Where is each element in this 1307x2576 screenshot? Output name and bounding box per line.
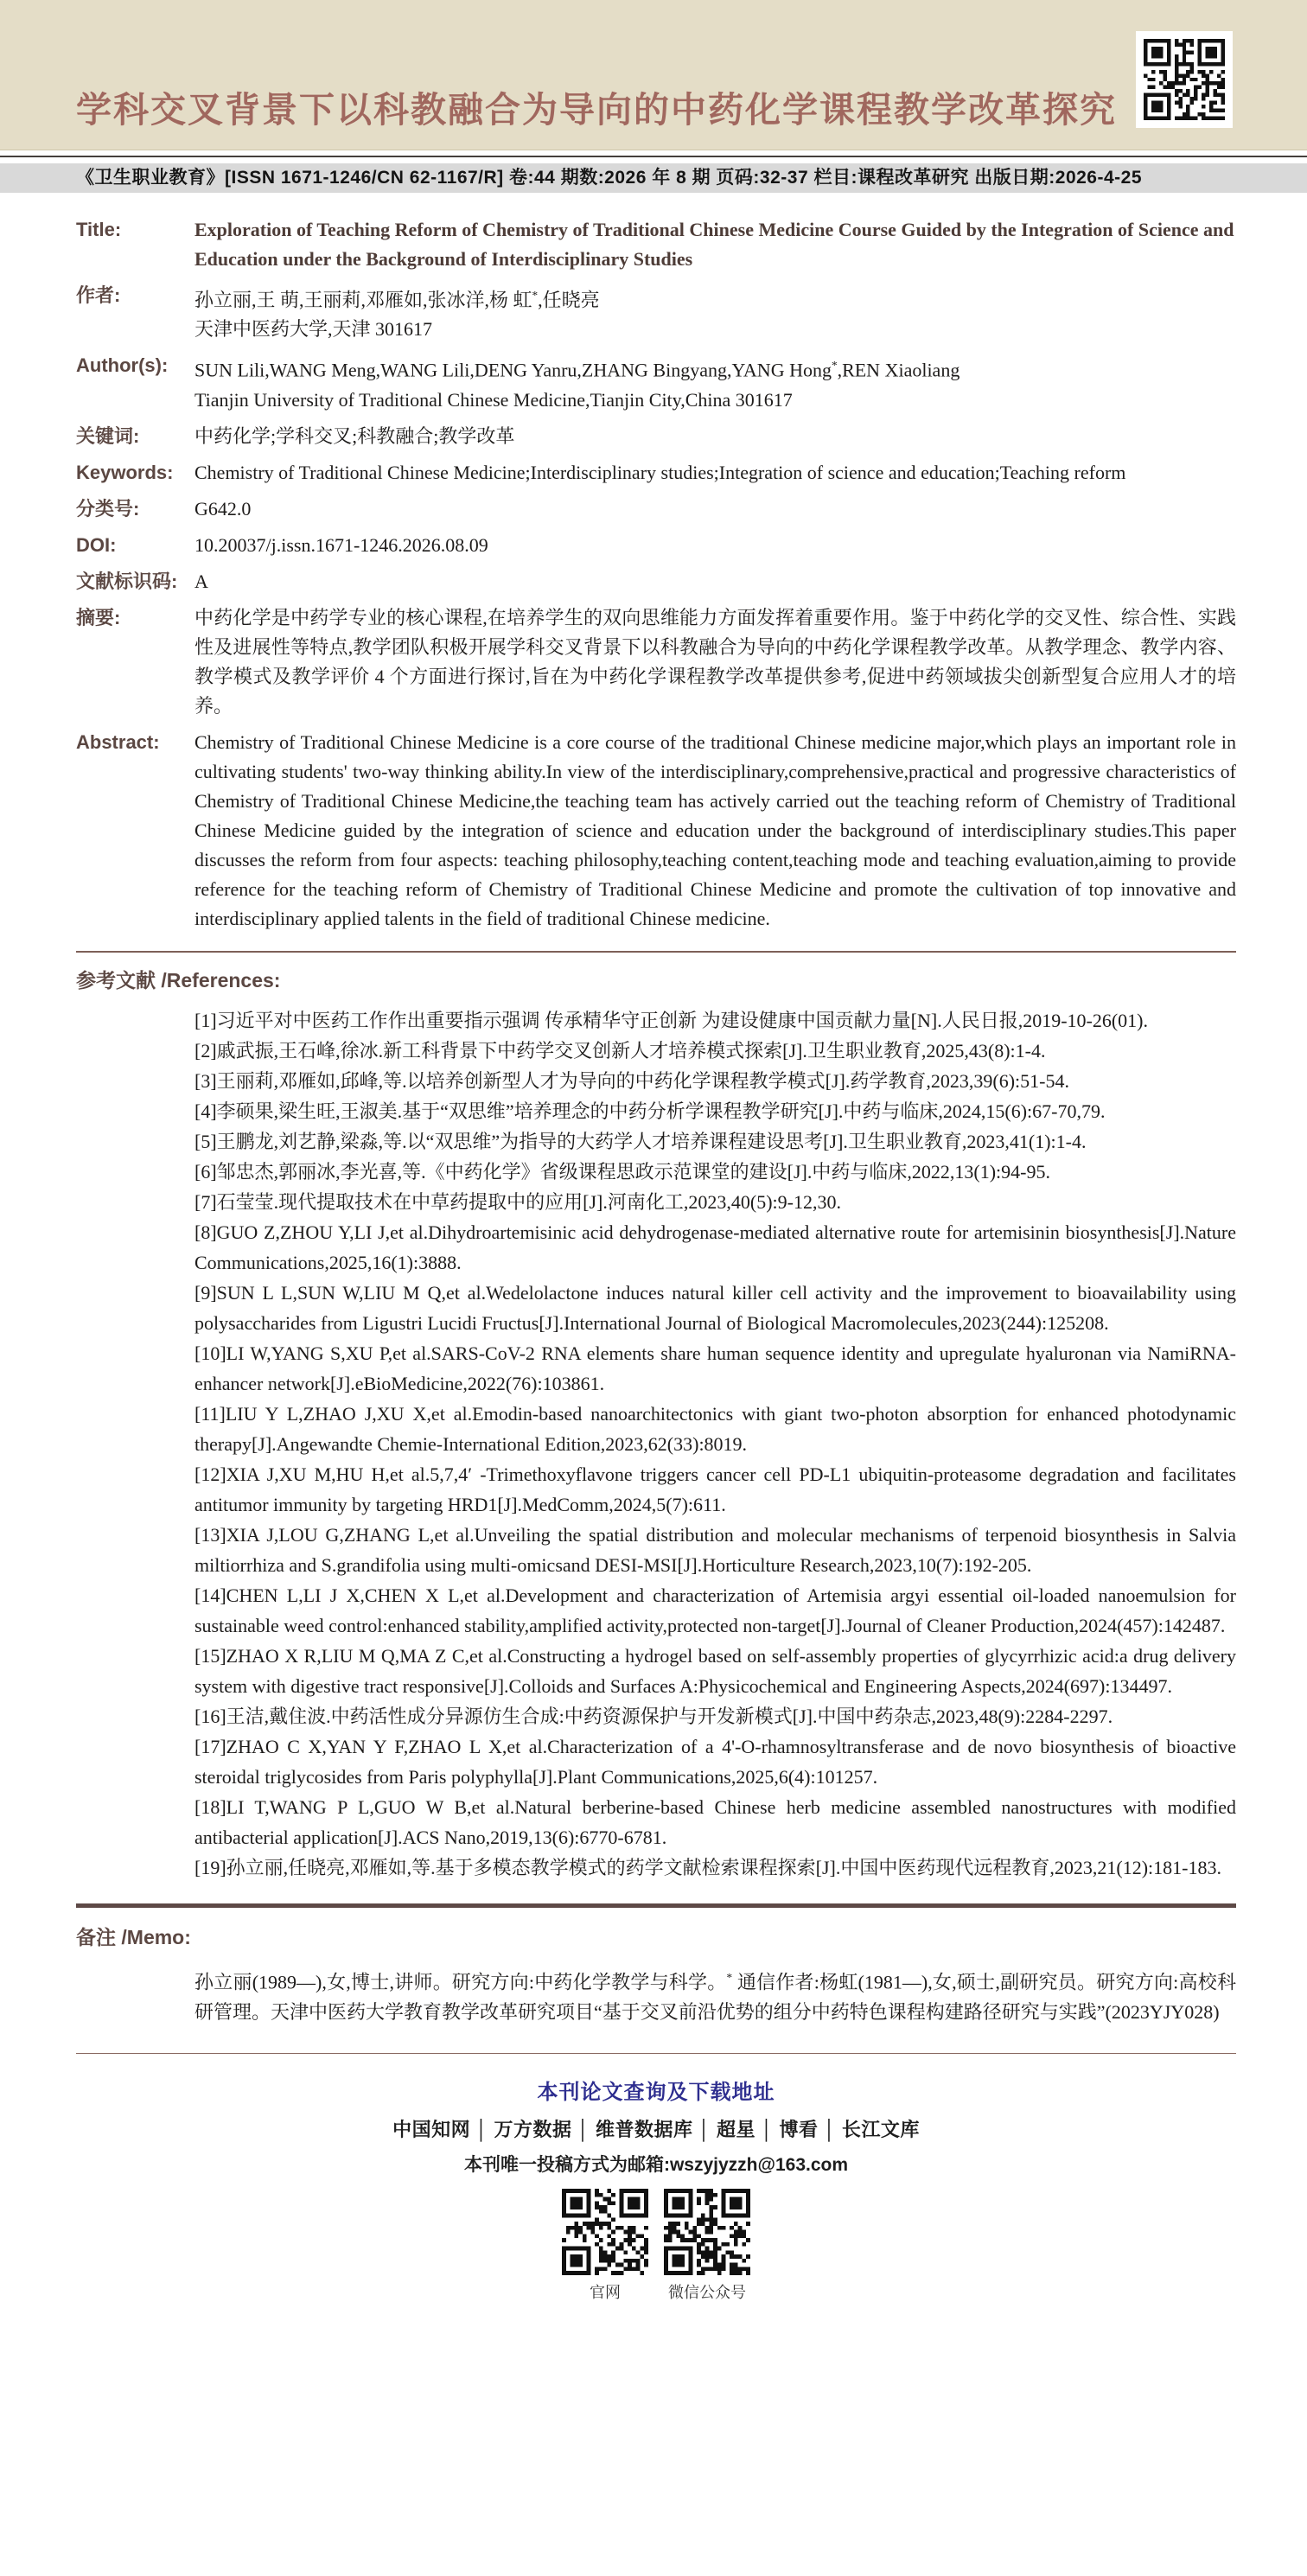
field-label: DOI: — [76, 533, 117, 556]
field-value-line: Chemistry of Traditional Chinese Medicine;Interdisciplinary studies;Integration of science and education;Teaching reform — [194, 461, 1126, 483]
field-row — [76, 494, 1236, 524]
qr-label-wechat: 微信公众号 — [668, 2283, 746, 2301]
official-site-qr — [562, 2189, 648, 2303]
reference-item: [18]LI T,WANG P L,GUO W B,et al.Natural berberine-based Chinese herb medicine assembled nanostructures with modified antibacterial application[J].ACS Nano,2019,13(6):6770-6781. — [194, 1795, 1236, 1848]
field-label: Abstract: — [76, 730, 160, 753]
reference-item: [8]GUO Z,ZHOU Y,LI J,et al.Dihydroartemisinic acid dehydrogenase-mediated alternative route for artemisinin biosynthesis[J].Nature Communications,2025,16(1):3888. — [194, 1221, 1236, 1273]
article-title-cn: 学科交叉背景下以科教融合为导向的中药化学课程教学改革探究 — [76, 90, 1117, 130]
field-value-line: 天津中医药大学,天津 301617 — [194, 318, 433, 341]
field-row — [76, 531, 1236, 560]
field-value-line: 中药化学是中药学专业的核心课程,在培养学生的双向思维能力方面发挥着重要作用。鉴于中药化学的交叉性、综合性、实践性及进展性等特点,教学团队积极开展学科交叉背景下以科教融合为导向的中药化学课程教学改革。从教学理念、教学内容、教学模式及教学评价 4 个方面进行探讨,旨在为中药化学课程教学改革提供参考,促进中药领域拔尖创新型复合应用人才的培养。 — [194, 606, 1236, 717]
reference-item: [7]石莹莹.现代提取技术在中草药提取中的应用[J].河南化工,2023,40(5):9-12,30. — [194, 1190, 841, 1213]
field-row — [76, 351, 1236, 414]
field-value — [194, 728, 1236, 934]
reference-item: [19]孙立丽,任晓亮,邓雁如,等.基于多模态教学模式的药学文献检索课程探索[J].中国中医药现代远程教育,2023,21(12):181-183. — [194, 1856, 1221, 1878]
header-separator — [0, 150, 1307, 163]
reference-item: [6]邹忠杰,郭丽冰,李光喜,等.《中药化学》省级课程思政示范课堂的建设[J].中药与临床,2022,13(1):94-95. — [194, 1160, 1050, 1183]
field-label: 摘要: — [76, 606, 121, 628]
field-label: 作者: — [76, 284, 121, 306]
field-row — [76, 458, 1236, 488]
download-address-title: 本刊论文查询及下载地址 — [537, 2080, 775, 2104]
memo-heading: 备注 /Memo: — [76, 1925, 191, 1948]
reference-item: [16]王洁,戴住波.中药活性成分异源仿生合成:中药资源保护与开发新模式[J].中国中药杂志,2023,48(9):2284-2297. — [194, 1705, 1113, 1727]
field-value-line: 中药化学;学科交叉;科教融合;教学改革 — [194, 424, 515, 447]
field-value-line: A — [194, 570, 208, 592]
reference-item: [9]SUN L L,SUN W,LIU M Q,et al.Wedelolactone induces natural killer cell activity and the improvement to bioavailability using polysaccharides from Ligustri Lucidi Fructus[J].International Journal of Biological Macromolecules,2023(244):125208. — [194, 1281, 1236, 1334]
database-sites: 中国知网 │ 万方数据 │ 维普数据库 │ 超星 │ 博看 │ 长江文库 — [392, 2118, 920, 2140]
field-label: Author(s): — [76, 354, 169, 377]
field-value — [194, 351, 1236, 414]
reference-item: [10]LI W,YANG S,XU P,et al.SARS-CoV-2 RNA elements share human sequence identity and upregulate hyaluronan via NamiRNA-enhancer network[J].eBioMedicine,2022(76):103861. — [194, 1342, 1236, 1394]
field-row — [76, 281, 1236, 344]
article-metadata — [0, 193, 1307, 2303]
qr-label-official-site: 官网 — [590, 2283, 621, 2301]
field-value-line: SUN Lili,WANG Meng,WANG Lili,DENG Yanru,ZHANG Bingyang,YANG Hong*,REN Xiaoliang — [194, 359, 960, 381]
reference-item: [14]CHEN L,LI J X,CHEN X L,et al.Development and characterization of Artemisia argyi essential oil-loaded nanoemulsion for sustainable weed control:enhanced stability,amplified activity,protected non-target[J].Journal of Cleaner Production,2024(457):142487. — [194, 1584, 1236, 1636]
qr-code-icon — [562, 2189, 648, 2275]
references-heading: 参考文献 /References: — [76, 968, 281, 992]
field-row — [76, 603, 1236, 721]
reference-item: [4]李硕果,梁生旺,王淑美.基于“双思维”培养理念的中药分析学课程教学研究[J].中药与临床,2024,15(6):67-70,79. — [194, 1100, 1106, 1122]
field-row — [76, 215, 1236, 274]
field-row — [76, 728, 1236, 934]
field-value-line: Tianjin University of Traditional Chinese Medicine,Tianjin City,China 301617 — [194, 388, 793, 411]
footer-divider — [76, 2053, 1236, 2054]
field-value — [194, 603, 1236, 721]
article-qr-code — [1136, 31, 1233, 128]
reference-item: [1]习近平对中医药工作作出重要指示强调 传承精华守正创新 为建设健康中国贡献力量[N].人民日报,2019-10-26(01). — [194, 1009, 1149, 1031]
field-value — [194, 281, 1236, 344]
references-divider — [76, 951, 1236, 953]
fields — [76, 215, 1236, 934]
field-value — [194, 531, 1236, 560]
field-label: Keywords: — [76, 461, 174, 483]
reference-item: [5]王鹏龙,刘艺静,梁淼,等.以“双思维”为指导的大药学人才培养课程建设思考[J].卫生职业教育,2023,41(1):1-4. — [194, 1130, 1087, 1152]
reference-item: [11]LIU Y L,ZHAO J,XU X,et al.Emodin-based nanoarchitectonics with giant two-photon absorption for enhanced photodynamic therapy[J].Angewandte Chemie-International Edition,2023,62(33):8019. — [194, 1402, 1236, 1455]
submission-email: 本刊唯一投稿方式为邮箱:wszyjyzzh@163.com — [463, 2154, 849, 2175]
memo-divider — [76, 1903, 1236, 1908]
field-value — [194, 215, 1236, 274]
field-value — [194, 567, 1236, 596]
field-value-line: 10.20037/j.issn.1671-1246.2026.08.09 — [194, 533, 488, 556]
field-value-line: G642.0 — [194, 497, 252, 520]
reference-item: [12]XIA J,XU M,HU H,et al.5,7,4′ -Trimethoxyflavone triggers cancer cell PD-L1 ubiquitin-proteasome degradation and facilitates antitumor immunity by targeting HRD1[J].MedComm,2024,5(7):611. — [194, 1463, 1236, 1515]
field-row — [76, 422, 1236, 451]
reference-item: [2]戚武振,王石峰,徐冰.新工科背景下中药学交叉创新人才培养模式探索[J].卫生职业教育,2025,43(8):1-4. — [194, 1039, 1046, 1062]
field-label: 关键词: — [76, 424, 140, 447]
field-row — [76, 567, 1236, 596]
reference-item: [13]XIA J,LOU G,ZHANG L,et al.Unveiling the spatial distribution and molecular mechanisms of terpenoid biosynthesis in Salvia miltiorrhiza and S.grandifolia using multi-omicsand DESI-MSI[J].Horticulture Research,2023,10(7):192-205. — [194, 1523, 1236, 1576]
qr-code-icon — [664, 2189, 750, 2275]
field-value — [194, 494, 1236, 524]
field-label: 文献标识码: — [76, 570, 178, 592]
reference-item: [3]王丽莉,邓雁如,邱峰,等.以培养创新型人才为导向的中药化学课程教学模式[J].药学教育,2023,39(6):51-54. — [194, 1069, 1069, 1092]
qr-code-icon — [1144, 39, 1225, 120]
field-value-line: Chemistry of Traditional Chinese Medicine is a core course of the traditional Chinese medicine major,which plays an important role in cultivating students' two-way thinking ability.In view of the interdisciplinary,comprehensive,practical and progressive characteristics of Chemistry of Traditional Chinese Medicine,the teaching team has actively carried out the teaching reform of Chemistry of Traditional Chinese Medicine guided by the integration of science and education under the background of interdisciplinary studies.This paper discusses the reform from four aspects: teaching philosophy,teaching content,teaching mode and teaching evaluation,aiming to provide reference for the teaching reform of Chemistry of Traditional Chinese Medicine and promote the cultivation of top innovative and interdisciplinary applied talents in the field of traditional Chinese medicine. — [194, 730, 1236, 929]
reference-item: [17]ZHAO C X,YAN Y F,ZHAO L X,et al.Characterization of a 4'-O-rhamnosyltransferase and de novo biosynthesis of bioactive steroidal triglycosides from Paris polyphylla[J].Plant Communications,2025,6(4):101257. — [194, 1735, 1236, 1788]
page-footer — [76, 2075, 1236, 2303]
reference-item: [15]ZHAO X R,LIU M Q,MA Z C,et al.Constructing a hydrogel based on self-assembly properties of glycyrrhizic acid:a drug delivery system with digestive tract responsive[J].Colloids and Surfaces A:Physicochemical and Engineering Aspects,2024(697):134497. — [194, 1644, 1236, 1697]
references-list — [194, 1005, 1236, 1883]
field-value-line: Exploration of Teaching Reform of Chemistry of Traditional Chinese Medicine Course Guided by the Integration of Science and Education under the Background of Interdisciplinary Studies — [194, 219, 1234, 270]
wechat-account-qr — [664, 2189, 750, 2303]
footer-qr-codes — [76, 2189, 1236, 2303]
field-value — [194, 458, 1236, 488]
page-header — [0, 0, 1307, 150]
field-label: 分类号: — [76, 497, 140, 520]
field-value — [194, 422, 1236, 451]
separator-line — [0, 156, 1307, 157]
memo-text: 孙立丽(1989—),女,博士,讲师。研究方向:中药化学教学与科学。* 通信作者:杨虹(1981—),女,硕士,副研究员。研究方向:高校科研管理。天津中医药大学教育教学改革研究项目“基于交叉前沿优势的组分中药特色课程构建路径研究与实践”(2023YJY028) — [194, 1970, 1236, 2023]
field-label: Title: — [76, 219, 122, 240]
field-value-line: 孙立丽,王 萌,王丽莉,邓雁如,张冰洋,杨 虹*,任晓亮 — [194, 289, 600, 311]
journal-info-bar: 《卫生职业教育》[ISSN 1671-1246/CN 62-1167/R] 卷:44 期数:2026 年 8 期 页码:32-37 栏目:课程改革研究 出版日期:2026-4-25 — [0, 163, 1307, 193]
